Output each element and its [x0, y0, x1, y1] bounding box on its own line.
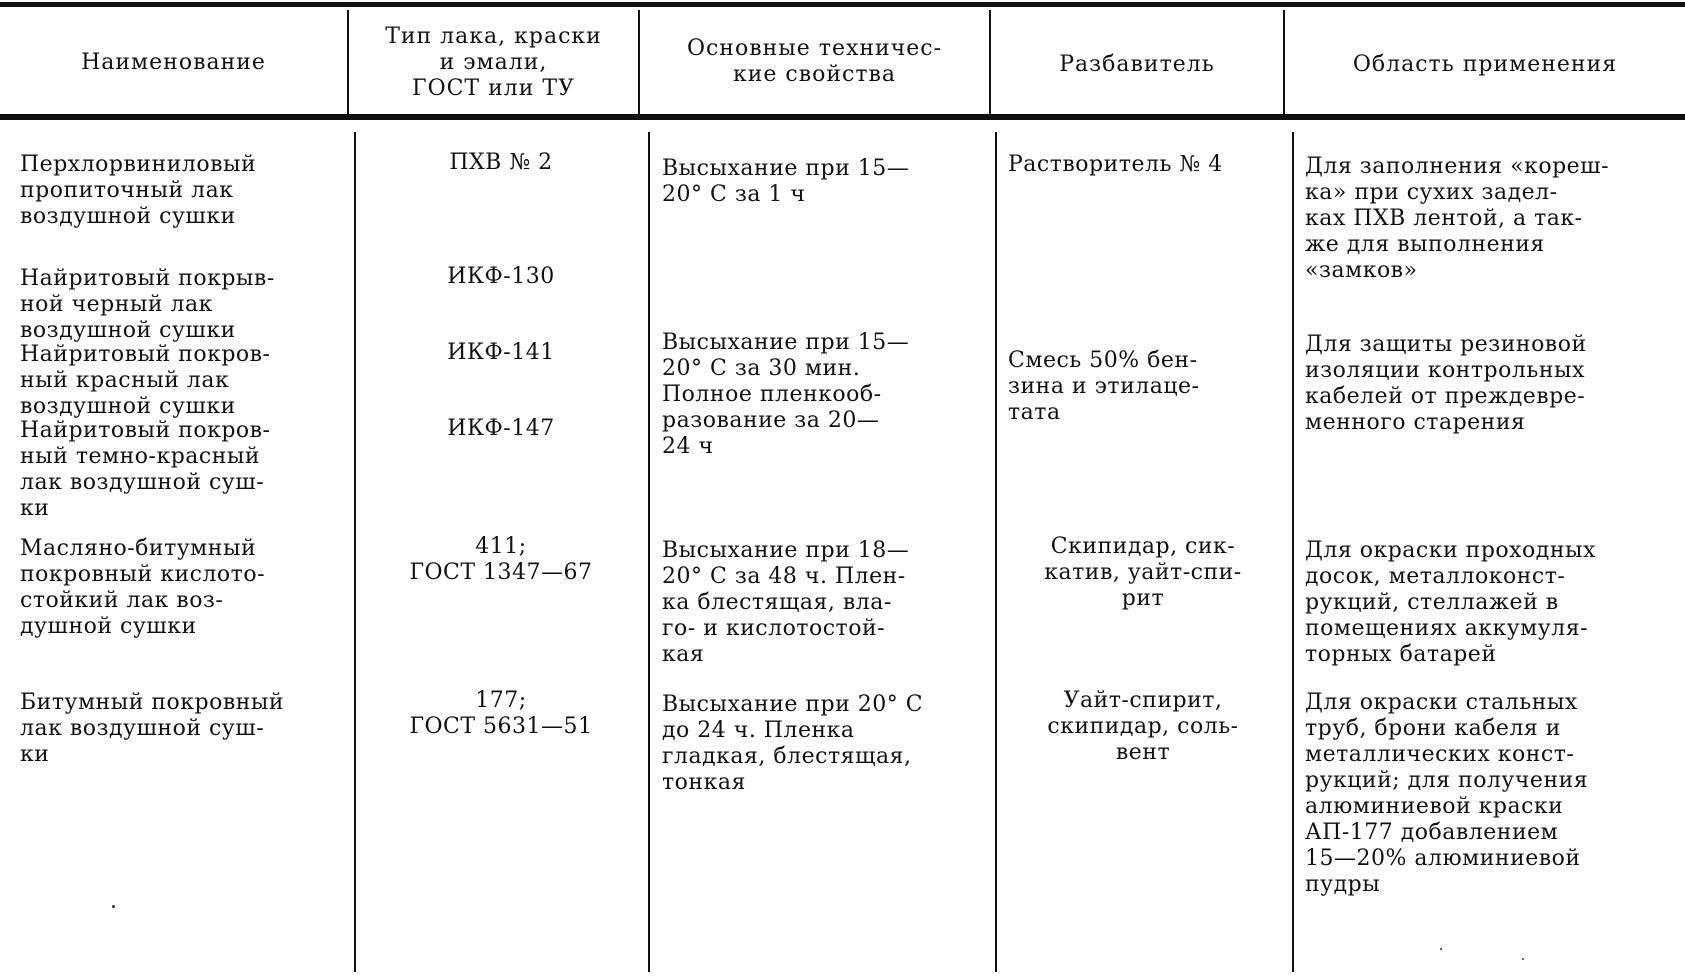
row4-diluent: Уайт-спирит, скипидар, соль- вент [1047, 688, 1239, 765]
scan-speck [1522, 958, 1524, 960]
row1-type: ПХВ № 2 [449, 150, 553, 175]
scan-speck [1440, 948, 1442, 950]
row1-name: Перхлорвиниловый пропиточный лак воздушной сушки [20, 152, 257, 229]
header-properties: Основные техничес- кие свойства [686, 36, 943, 87]
row2-name-2: Найритовый покров- ный красный лак воздушной сушки [20, 342, 271, 419]
row4-type: 177; ГОСТ 5631—51 [409, 688, 593, 739]
row3-name: Масляно-битумный покровный кислото- стойкий лак воз- душной сушки [20, 536, 266, 639]
body-divider-3 [995, 132, 997, 972]
row1-diluent: Растворитель № 4 [1008, 152, 1223, 177]
row4-name: Битумный покровный лак воздушной суш- ки [20, 690, 285, 767]
row2-type-1: ИКФ-130 [447, 264, 555, 289]
row4-properties: Высыхание при 20° С до 24 ч. Пленка гладкая, блестящая, тонкая [662, 692, 924, 795]
body-divider-2 [648, 132, 650, 972]
header-bottom-rule [0, 114, 1685, 120]
scan-speck [112, 905, 115, 908]
row2-name-3: Найритовый покров- ный темно-красный лак воздушной суш- ки [20, 418, 271, 521]
row3-properties: Высыхание при 18— 20° С за 48 ч. Плен- ка блестящая, вла- го- и кислотостой- кая [662, 538, 910, 667]
row2-properties: Высыхание при 15— 20° С за 30 мин. Полное пленкооб- разование за 20— 24 ч [662, 330, 910, 459]
row1-application: Для заполнения «кореш- ка» при сухих задел- ках ПХВ лентой, а так- же для выполнения «замков» [1305, 154, 1610, 283]
body-divider-4 [1292, 132, 1294, 972]
row4-application: Для окраски стальных труб, брони кабеля и металлических конст- рукций; для получения алюминиевой краски АП-177 добавлением 15—20% алюминиевой пудры [1305, 690, 1589, 897]
row1-properties: Высыхание при 15— 20° С за 1 ч [662, 156, 910, 207]
header-name: Наименование [81, 50, 266, 75]
row2-type-3: ИКФ-147 [447, 416, 555, 441]
row2-application: Для защиты резиновой изоляции контрольных кабелей от преждевре- менного старения [1305, 332, 1587, 435]
table-top-rule [0, 2, 1685, 7]
row2-diluent: Смесь 50% бен- зина и этилаце- тата [1008, 348, 1200, 425]
header-diluent: Разбавитель [1059, 52, 1215, 77]
row3-type: 411; ГОСТ 1347—67 [409, 534, 593, 585]
row2-name-1: Найритовый покрыв- ной черный лак воздушной сушки [20, 266, 275, 343]
header-application: Область применения [1352, 52, 1618, 77]
row3-diluent: Скипидар, сик- катив, уайт-спи- рит [1044, 534, 1242, 611]
header-type: Тип лака, краски и эмали, ГОСТ или ТУ [385, 24, 602, 101]
row2-type-2: ИКФ-141 [447, 340, 555, 365]
row3-application: Для окраски проходных досок, металлоконст- рукций, стеллажей в помещениях аккумуля- торных батарей [1305, 538, 1596, 667]
